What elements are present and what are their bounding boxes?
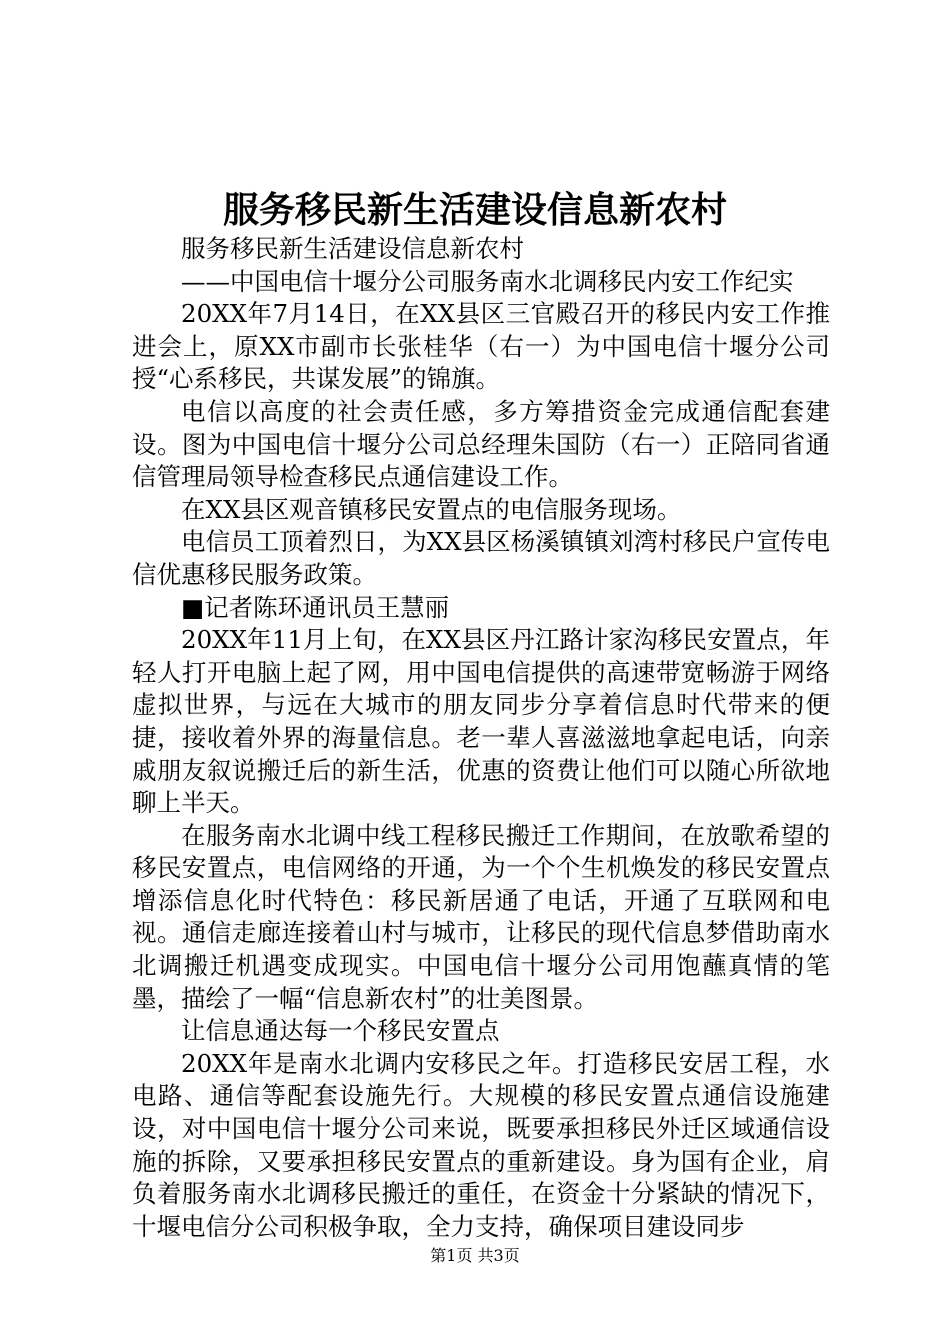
byline: ■记者陈环通讯员王慧丽 bbox=[181, 592, 450, 622]
body-paragraph: 在XX县区观音镇移民安置点的电信服务现场。 bbox=[181, 494, 682, 524]
body-paragraph: 电信员工顶着烈日，为XX县区杨溪镇镇刘湾村移民户宣传电信优惠移民服务政策。 bbox=[132, 527, 830, 589]
document-body bbox=[132, 233, 830, 1243]
page-footer: 第1页 共3页 bbox=[430, 1246, 520, 1265]
body-paragraph: 20XX年7月14日，在XX县区三官殿召开的移民内安工作推进会上，原XX市副市长张桂华（右一）为中国电信十堰分公司授“心系移民，共谋发展”的锦旗。 bbox=[132, 299, 830, 394]
body-paragraph: 电信以高度的社会责任感，多方筹措资金完成通信配套建设。图为中国电信十堰分公司总经理朱国防（右一）正陪同省通信管理局领导检查移民点通信建设工作。 bbox=[132, 396, 830, 492]
body-paragraph: 20XX年11月上旬，在XX县区丹江路计家沟移民安置点，年轻人打开电脑上起了网，用中国电信提供的高速带宽畅游于网络虚拟世界，与远在大城市的朋友同步分享着信息时代带来的便捷，接收着外界的海量信息。老一辈人喜滋滋地拿起电话，向亲戚朋友叙说搬迁后的新生活，优惠的资费让他们可以随心所欲地聊上半天。 bbox=[132, 625, 830, 818]
body-paragraph: 20XX年是南水北调内安移民之年。打造移民安居工程，水电路、通信等配套设施先行。大规模的移民安置点通信设施建设，对中国电信十堰分公司来说，既要承担移民外迁区域通信设施的拆除，又要承担移民安置点的重新建设。身为国有企业，肩负着服务南水北调移民搬迁的重任，在资金十分紧缺的情况下，十堰电信分公司积极争取，全力支持，确保项目建设同步 bbox=[132, 1048, 830, 1241]
document-title: 服务移民新生活建设信息新农村 bbox=[222, 189, 727, 231]
body-paragraph: 在服务南水北调中线工程移民搬迁工作期间，在放歌希望的移民安置点，电信网络的开通，为一个个生机焕发的移民安置点增添信息化时代特色：移民新居通了电话，开通了互联网和电视。通信走廊连接着山村与城市，让移民的现代信息梦借助南水北调搬迁机遇变成现实。中国电信十堰分公司用饱蘸真情的笔墨，描绘了一幅“信息新农村”的壮美图景。 bbox=[132, 820, 830, 1013]
section-heading: 让信息通达每一个移民安置点 bbox=[181, 1016, 500, 1046]
subtitle-line: 服务移民新生活建设信息新农村 bbox=[181, 234, 524, 263]
subtitle-subline: ——中国电信十堰分公司服务南水北调移民内安工作纪实 bbox=[181, 266, 794, 296]
